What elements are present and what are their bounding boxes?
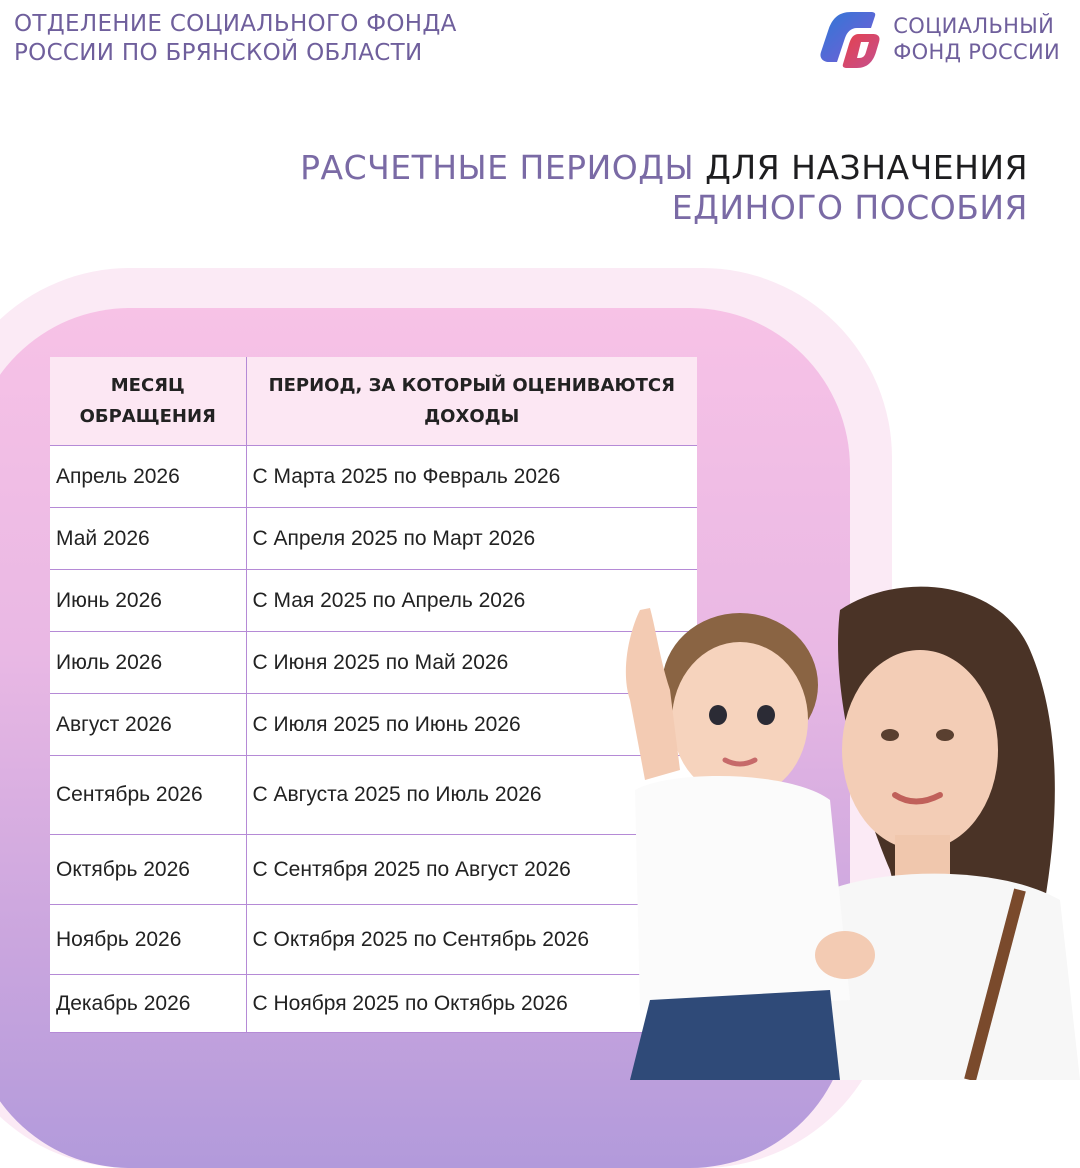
month-cell: Июль 2026 [50, 632, 246, 694]
page-title [300, 148, 1028, 228]
period-cell: С Мая 2025 по Апрель 2026 [246, 570, 697, 632]
period-cell: С Июля 2025 по Июнь 2026 [246, 694, 697, 756]
brand-line1: СОЦИАЛЬНЫЙ [893, 14, 1055, 38]
brand-text [893, 13, 1060, 65]
table-row [50, 508, 697, 570]
brand-line2: ФОНД РОССИИ [893, 40, 1060, 64]
org-name [14, 10, 457, 68]
mother-and-child-photo [590, 570, 1080, 1080]
month-cell: Декабрь 2026 [50, 975, 246, 1033]
header-period: ПЕРИОД, ЗА КОТОРЫЙ ОЦЕНИВАЮТСЯ ДОХОДЫ [246, 357, 697, 446]
month-cell: Апрель 2026 [50, 446, 246, 508]
period-cell: С Июня 2025 по Май 2026 [246, 632, 697, 694]
header-month: МЕСЯЦ ОБРАЩЕНИЯ [50, 357, 246, 446]
month-cell: Октябрь 2026 [50, 835, 246, 905]
table-header-row [50, 357, 697, 446]
period-cell: С Августа 2025 по Июль 2026 [246, 756, 697, 835]
brand [813, 8, 1060, 70]
org-name-line1: ОТДЕЛЕНИЕ СОЦИАЛЬНОГО ФОНДА [14, 11, 457, 37]
month-cell: Ноябрь 2026 [50, 905, 246, 975]
month-cell: Сентябрь 2026 [50, 756, 246, 835]
sfr-logo-icon [813, 8, 887, 70]
month-cell: Июнь 2026 [50, 570, 246, 632]
table-row [50, 446, 697, 508]
period-cell: С Марта 2025 по Февраль 2026 [246, 446, 697, 508]
period-cell: С Ноября 2025 по Октябрь 2026 [246, 975, 697, 1033]
org-name-line2: РОССИИ ПО БРЯНСКОЙ ОБЛАСТИ [14, 40, 423, 66]
month-cell: Май 2026 [50, 508, 246, 570]
title-part1: РАСЧЕТНЫЕ ПЕРИОДЫ [300, 148, 695, 187]
period-cell: С Сентября 2025 по Август 2026 [246, 835, 697, 905]
period-cell: С Апреля 2025 по Март 2026 [246, 508, 697, 570]
title-part2: ДЛЯ НАЗНАЧЕНИЯ [705, 148, 1028, 187]
month-cell: Август 2026 [50, 694, 246, 756]
title-part3: ЕДИНОГО ПОСОБИЯ [671, 188, 1028, 227]
period-cell: С Октября 2025 по Сентябрь 2026 [246, 905, 697, 975]
